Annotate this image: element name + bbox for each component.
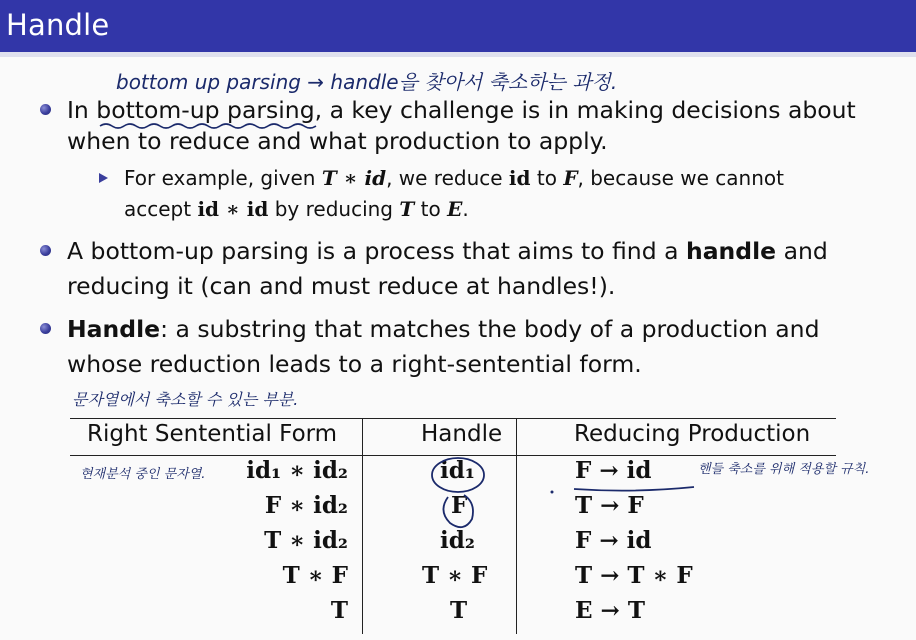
table-row-4-production: T → T ∗ F <box>575 562 693 589</box>
table-row-1-form: id₁ ∗ id₂ <box>246 457 348 484</box>
handwritten-note-right: 핸들 축소를 위해 적용할 규칙. <box>698 462 870 477</box>
table-row-1-production: F → id <box>575 457 652 484</box>
table-row-2-form: F ∗ id₂ <box>264 492 348 519</box>
table-row-5-form: T <box>330 597 348 624</box>
bullet-2-line-2: reducing it (can and must reduce at handles!). <box>67 272 616 300</box>
bullet-2-pre: A bottom-up parsing is a process that aims to find a <box>67 237 686 265</box>
bullet-1-line-2: when to reduce and what production to apply. <box>67 127 608 155</box>
sub-text-6: by reducing <box>268 197 400 221</box>
sub-text-3: to <box>530 166 564 190</box>
sub-math-3: F <box>563 166 578 190</box>
handwritten-note-mid: 문자열에서 축소할 수 있는 부분. <box>72 390 299 409</box>
bullet-3-post: : a substring that matches the body of a production and <box>160 315 820 343</box>
table-header-form: Right Sentential Form <box>87 421 338 447</box>
sub-math-6: E <box>447 197 463 221</box>
sub-text-7: to <box>414 197 448 221</box>
handwritten-note-left: 현재분석 중인 문자열. <box>80 467 206 482</box>
sub-math-1: T ∗ id <box>321 166 387 190</box>
sub-math-5: T <box>399 197 415 221</box>
table-header-handle: Handle <box>421 421 503 447</box>
table-row-5-production: E → T <box>575 597 645 624</box>
table-row-2-handle: F <box>451 492 468 519</box>
table-row-1-handle: id₁ <box>440 457 475 484</box>
bullet-1-post: , a key challenge is in making decisions about <box>314 96 856 124</box>
bullet-2-bold: handle <box>685 237 777 265</box>
handwritten-note-top: bottom up parsing → handle을 찾아서 축소하는 과정. <box>116 70 618 94</box>
ink-dot <box>551 491 554 494</box>
sub-text-8: . <box>462 197 469 221</box>
sub-text-2: , we reduce <box>386 166 509 190</box>
wavy-underline-stroke <box>100 124 316 128</box>
table-row-3-form: T ∗ id₂ <box>264 527 348 554</box>
table-row-4-form: T ∗ F <box>282 562 348 589</box>
table-header-production: Reducing Production <box>574 421 811 447</box>
underline-production-stroke <box>574 487 694 491</box>
sub-math-2: id <box>508 166 531 190</box>
sub-text-1: For example, given <box>124 166 322 190</box>
bullet-1-pre: In <box>67 96 97 124</box>
bullet-2-post: and <box>776 237 828 265</box>
sub-text-4: , because we cannot <box>577 166 784 190</box>
bullet-1-underlined: bottom-up parsing <box>96 96 315 124</box>
table-row-2-production: T → F <box>575 492 644 519</box>
sub-math-4: id ∗ id <box>197 197 269 221</box>
table-row-3-handle: id₂ <box>440 527 475 554</box>
table-row-4-handle: T ∗ F <box>422 562 488 589</box>
bullet-3-line-2: whose reduction leads to a right-sentential form. <box>67 350 642 378</box>
slide-title: Handle <box>6 8 110 42</box>
bullet-3-bold: Handle <box>67 315 161 343</box>
circle-f-stroke <box>443 495 473 527</box>
circle-id1-stroke <box>432 458 484 492</box>
table-row-5-handle: T <box>450 597 468 624</box>
table-row-3-production: F → id <box>575 527 652 554</box>
sub-text-5: accept <box>124 197 198 221</box>
